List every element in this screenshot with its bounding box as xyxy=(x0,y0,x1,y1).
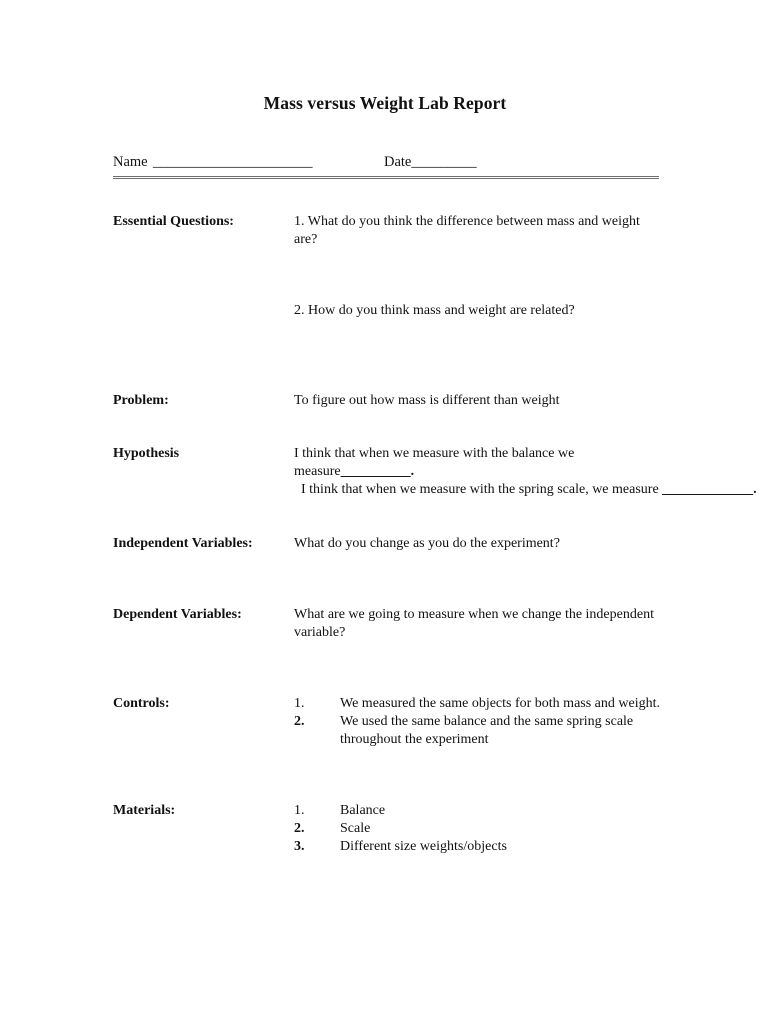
problem-label: Problem: xyxy=(113,393,169,408)
essential-question-2: 2. How do you think mass and weight are related? xyxy=(294,303,575,318)
name-label: Name xyxy=(113,154,148,170)
list-item xyxy=(294,802,664,820)
dependent-variables-text: What are we going to measure when we change the independent variable? xyxy=(294,607,654,640)
hypothesis-blank-1: __________. xyxy=(340,464,415,479)
list-item xyxy=(294,695,664,713)
list-item-text: Different size weights/objects xyxy=(340,839,507,854)
controls-list xyxy=(294,695,664,749)
dependent-variables-label: Dependent Variables: xyxy=(113,607,242,622)
list-item-number: 2. xyxy=(294,714,305,729)
essential-question-1: 1. What do you think the difference between mass and weight are? xyxy=(294,214,640,247)
list-item-text: Scale xyxy=(340,821,371,836)
hypothesis-part-2: I think that when we measure with the spring scale, we measure xyxy=(294,482,663,497)
hypothesis-part-1: I think that when we measure with the balance we measure xyxy=(294,446,575,479)
date-field: Date_________ xyxy=(384,154,477,170)
hypothesis-label: Hypothesis xyxy=(113,446,180,461)
list-item-number: 2. xyxy=(294,821,305,836)
list-item xyxy=(294,713,664,749)
name-field: ______________________ xyxy=(153,154,313,170)
document-title: Mass versus Weight Lab Report xyxy=(263,93,507,113)
essential-questions-label: Essential Questions: xyxy=(113,214,234,229)
list-item-text: We measured the same objects for both mass and weight. xyxy=(340,696,661,711)
hypothesis-text xyxy=(294,445,757,499)
list-item-text: Balance xyxy=(340,803,386,818)
list-item-number: 1. xyxy=(294,803,305,818)
list-item-number: 3. xyxy=(294,839,305,854)
name-date-row xyxy=(113,154,659,179)
materials-list xyxy=(294,802,664,856)
problem-text: To figure out how mass is different than weight xyxy=(294,393,560,408)
independent-variables-label: Independent Variables: xyxy=(113,536,253,551)
list-item-text: We used the same balance and the same spring scale throughout the experiment xyxy=(340,714,634,747)
hypothesis-blank-2: _____________. xyxy=(662,482,757,497)
independent-variables-text: What do you change as you do the experiment? xyxy=(294,536,560,551)
list-item xyxy=(294,820,664,838)
list-item xyxy=(294,838,664,856)
list-item-number: 1. xyxy=(294,696,305,711)
materials-label: Materials: xyxy=(113,803,176,818)
controls-label: Controls: xyxy=(113,696,170,711)
